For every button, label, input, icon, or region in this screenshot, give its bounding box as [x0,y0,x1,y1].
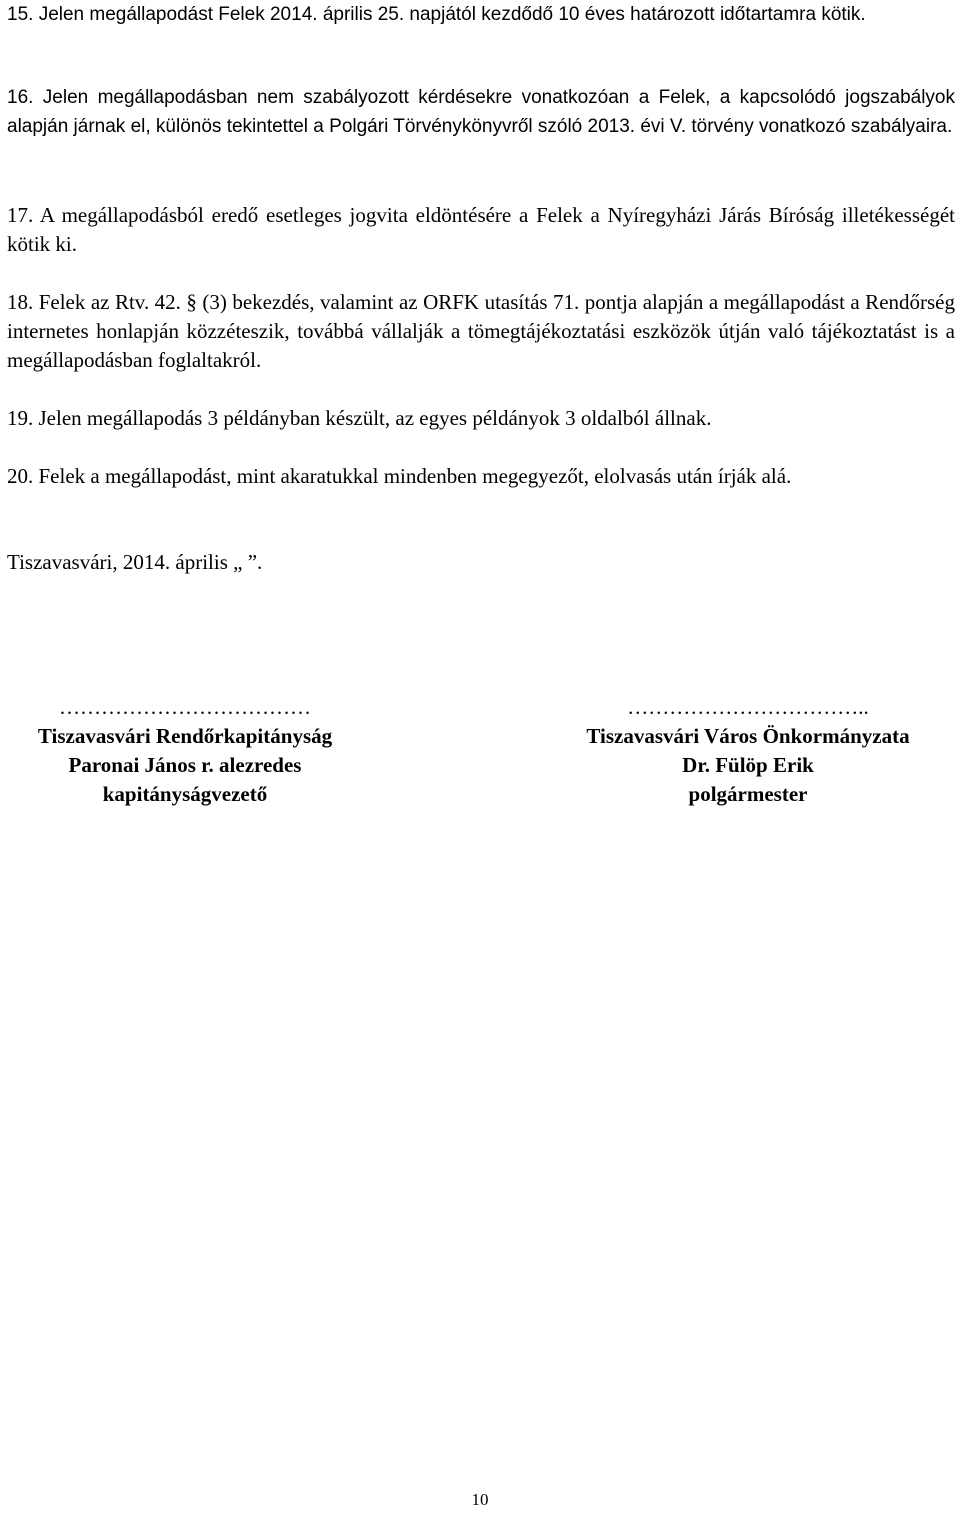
signatory-name: Dr. Fülöp Erik [682,753,814,777]
paragraph-16: 16. Jelen megállapodásban nem szabályozott kérdésekre vonatkozóan a Felek, a kapcsolódó jogszabályok alapján járnak el, különös tekintettel a Polgári Törvénykönyvről szóló 2013. évi V. törvény vonatkozó szabályaira. [7,87,955,137]
paragraph-18: 18. Felek az Rtv. 42. § (3) bekezdés, valamint az ORFK utasítás 71. pontja alapján a megállapodást a Rendőrség internetes honlapján közzéteszik, továbbá vállalják a tömegtájékoztatási eszközök útján való tájékoztatást is a megállapodásban foglaltakról. [7,290,955,372]
signature-line: …………………………….. [627,695,869,719]
paragraph-20: 20. Felek a megállapodást, mint akaratukkal mindenben megegyezőt, elolvasás után írják alá. [7,464,792,488]
paragraph-17: 17. A megállapodásból eredő esetleges jogvita eldöntésére a Felek a Nyíregyházi Járás Bíróság illetékességét kötik ki. [7,203,955,256]
signature-block-municipality [548,693,948,809]
paragraph-19: 19. Jelen megállapodás 3 példányban készült, az egyes példányok 3 oldalból állnak. [7,406,712,430]
place-and-date: Tiszavasvári, 2014. április „ ”. [7,550,263,574]
signatory-organization: Tiszavasvári Város Önkormányzata [586,724,910,748]
signatory-title: kapitányságvezető [102,782,268,806]
signatory-name: Paronai János r. alezredes [68,753,302,777]
signatory-organization: Tiszavasvári Rendőrkapitányság [37,724,333,748]
paragraph-15: 15. Jelen megállapodást Felek 2014. április 25. napjától kezdődő 10 éves határozott időtartamra kötik. [7,4,866,25]
page-number: 10 [471,1490,489,1509]
signature-line: ……………………………… [59,695,311,719]
signature-block-police [0,693,370,809]
signatory-title: polgármester [688,782,808,806]
